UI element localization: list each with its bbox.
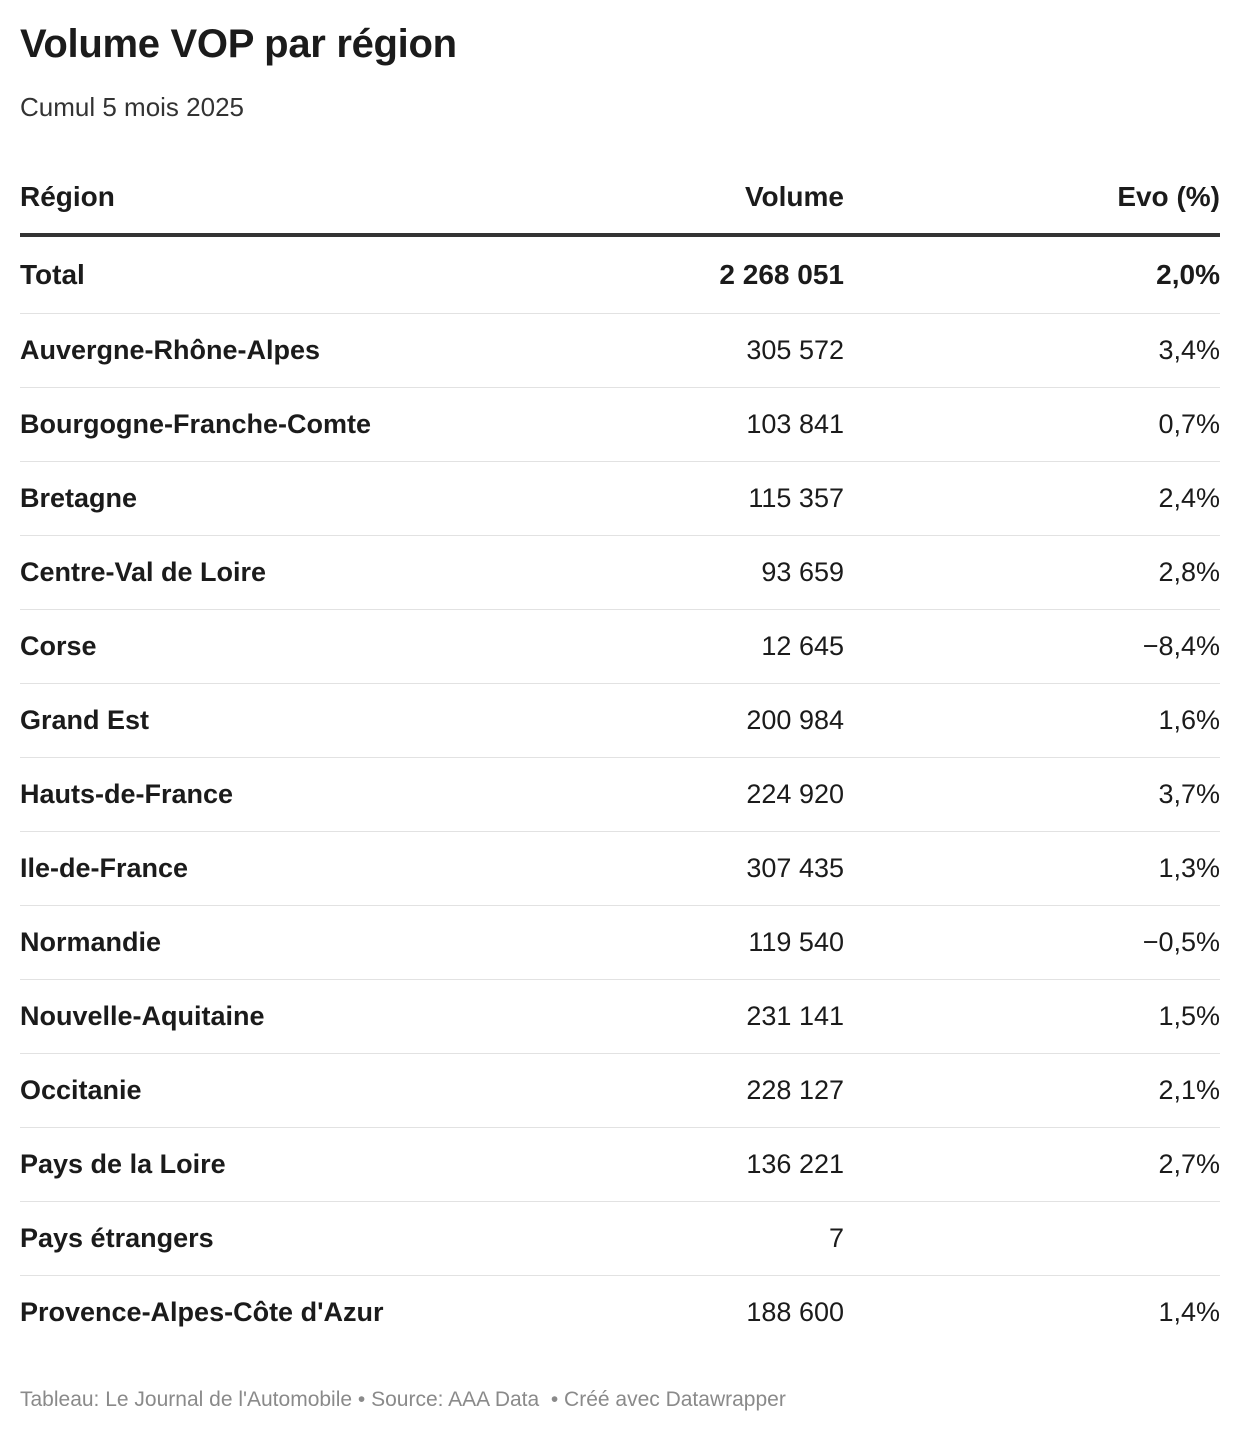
cell-region: Pays étrangers bbox=[20, 1202, 580, 1276]
cell-volume: 188 600 bbox=[746, 1297, 844, 1327]
cell-volume: 136 221 bbox=[580, 1128, 844, 1202]
cell-region: Corse bbox=[20, 610, 580, 684]
cell-region: Normandie bbox=[20, 906, 580, 980]
table-row bbox=[20, 1054, 1220, 1128]
cell-volume: 231 141 bbox=[580, 980, 844, 1054]
cell-region: Auvergne-Rhône-Alpes bbox=[20, 314, 580, 388]
chart-footer: Tableau: Le Journal de l'Automobile • Source: AAA Data • Créé avec Datawrapper bbox=[20, 1388, 786, 1411]
cell-region: Bretagne bbox=[20, 462, 580, 536]
table-row bbox=[20, 758, 1220, 832]
column-header-region[interactable]: Région bbox=[20, 160, 580, 235]
cell-evo: 1,6% bbox=[844, 684, 1220, 758]
table-row bbox=[20, 684, 1220, 758]
cell-volume: 115 357 bbox=[580, 462, 844, 536]
cell-volume: 2 268 051 bbox=[580, 235, 844, 314]
table-body bbox=[20, 235, 1220, 1349]
cell-evo: 2,7% bbox=[844, 1128, 1220, 1202]
cell-volume: 224 920 bbox=[580, 758, 844, 832]
cell-volume: 305 572 bbox=[580, 314, 844, 388]
table-row bbox=[20, 388, 1220, 462]
cell-evo: −8,4% bbox=[844, 610, 1220, 684]
cell-volume: 200 984 bbox=[580, 684, 844, 758]
cell-region: Hauts-de-France bbox=[20, 758, 580, 832]
chart-title: Volume VOP par région bbox=[20, 22, 457, 66]
cell-region: Nouvelle-Aquitaine bbox=[20, 980, 580, 1054]
column-header-evo[interactable]: Evo (%) bbox=[844, 160, 1220, 235]
cell-region: Centre-Val de Loire bbox=[20, 536, 580, 610]
cell-evo: 3,4% bbox=[844, 314, 1220, 388]
table-row bbox=[20, 1202, 1220, 1276]
cell-volume: 7 bbox=[580, 1202, 844, 1276]
table-row-total bbox=[20, 235, 1220, 314]
cell-region: Occitanie bbox=[20, 1054, 580, 1128]
cell-region: Total bbox=[20, 235, 580, 314]
cell-evo: 1,3% bbox=[844, 832, 1220, 906]
cell-region: Ile-de-France bbox=[20, 832, 580, 906]
table-row bbox=[20, 462, 1220, 536]
cell-evo: 2,8% bbox=[844, 536, 1220, 610]
datawrapper-table-chart bbox=[20, 0, 1220, 1434]
chart-subtitle: Cumul 5 mois 2025 bbox=[20, 92, 244, 122]
cell-volume: 119 540 bbox=[580, 906, 844, 980]
cell-evo: 3,7% bbox=[844, 758, 1220, 832]
table-row bbox=[20, 536, 1220, 610]
cell-volume: 307 435 bbox=[580, 832, 844, 906]
table-row bbox=[20, 1276, 1220, 1350]
table-row bbox=[20, 1128, 1220, 1202]
table-row bbox=[20, 906, 1220, 980]
cell-region: Provence-Alpes-Côte d'Azur bbox=[20, 1297, 384, 1327]
cell-region: Pays de la Loire bbox=[20, 1128, 580, 1202]
cell-volume: 228 127 bbox=[580, 1054, 844, 1128]
cell-region: Grand Est bbox=[20, 684, 580, 758]
cell-volume: 103 841 bbox=[580, 388, 844, 462]
table-row bbox=[20, 314, 1220, 388]
cell-evo: 1,5% bbox=[844, 980, 1220, 1054]
cell-evo: 0,7% bbox=[844, 388, 1220, 462]
cell-region: Bourgogne-Franche-Comte bbox=[20, 388, 580, 462]
cell-evo bbox=[844, 1202, 1220, 1276]
cell-evo: −0,5% bbox=[844, 906, 1220, 980]
table-row bbox=[20, 832, 1220, 906]
table-header-row bbox=[20, 160, 1220, 235]
cell-evo: 2,1% bbox=[844, 1054, 1220, 1128]
cell-volume: 93 659 bbox=[580, 536, 844, 610]
table-row bbox=[20, 610, 1220, 684]
region-table bbox=[20, 160, 1220, 1349]
cell-evo: 2,0% bbox=[844, 235, 1220, 314]
column-header-volume[interactable]: Volume bbox=[580, 160, 844, 235]
table-row bbox=[20, 980, 1220, 1054]
cell-volume: 12 645 bbox=[580, 610, 844, 684]
cell-evo: 2,4% bbox=[844, 462, 1220, 536]
cell-evo: 1,4% bbox=[1158, 1297, 1220, 1327]
